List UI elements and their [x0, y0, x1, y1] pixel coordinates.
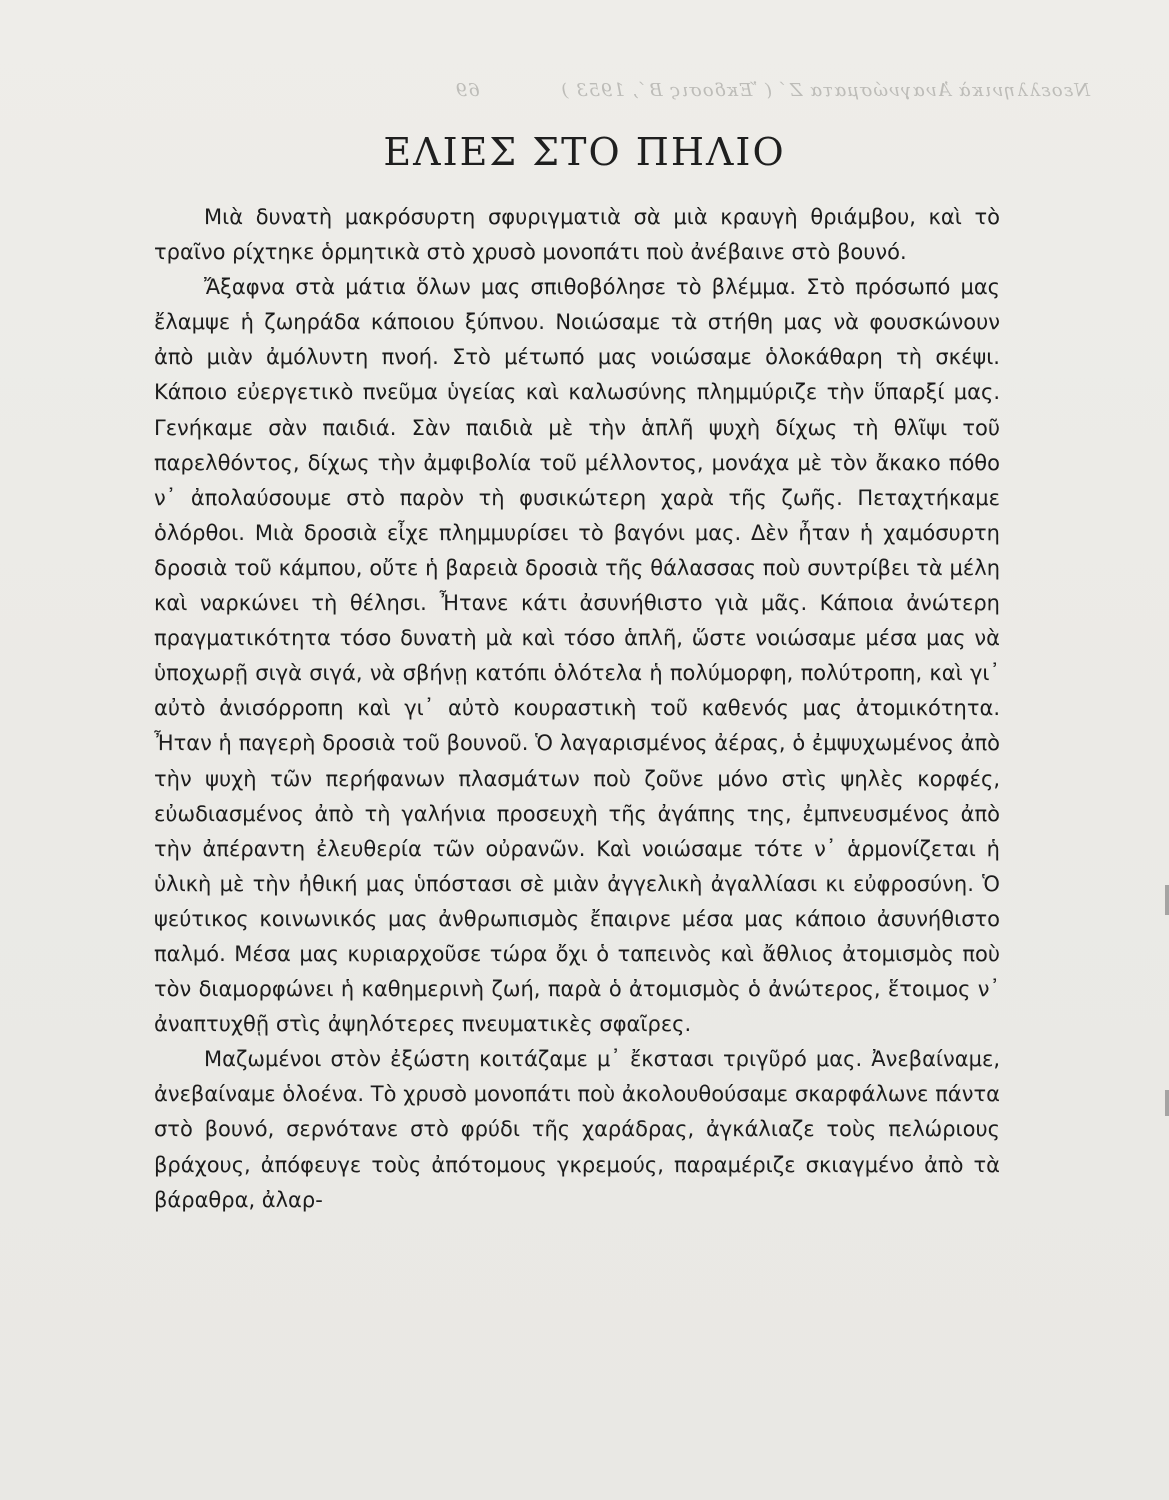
page-title: ΕΛΙΕΣ ΣΤΟ ΠΗΛΙΟ [383, 130, 786, 174]
paragraph-1: Μιὰ δυνατὴ μακρόσυρτη σφυριγματιὰ σὰ μιὰ κραυγὴ θριάμβου, καὶ τὸ τραῖνο ρίχτηκε ὁρμητικὰ στὸ χρυσὸ μονοπάτι ποὺ ἀνέβαινε στὸ βουνό. [154, 205, 1000, 265]
paragraph-3: Μαζωμένοι στὸν ἐξώστη κοιτάζαμε μ᾿ ἔκστασι τριγῦρό μας. Ἀνεβαίναμε, ἀνεβαίναμε ὁλοένα. Τὸ χρυσὸ μονοπάτι ποὺ ἀκολουθούσαμε σκαρφάλωνε πάντα στὸ βουνό, σερνότανε στὸ φρύδι τῆς χαράδρας, ἀγκάλιαζε τοὺς πελώριους βράχους, ἀπόφευγε τοὺς ἀπότομους γκρεμούς, παραμέριζε σκιαγμένο ἀπὸ τὰ βάραθρα, ἀλαρ- [154, 1047, 1000, 1212]
show-through-running-head: Νεοελληνικὰ Ἀναγνώσματα Ζ΄ ( Ἔκδοσις Β΄, 1953 ) 69 [454, 80, 1090, 101]
paragraph-2: Ἄξαφνα στὰ μάτια ὅλων μας σπιθοβόλησε τὸ βλέμμα. Στὸ πρόσωπό μας ἔλαμψε ἡ ζωηράδα κάποιου ξύπνου. Νοιώσαμε τὰ στήθη μας νὰ φουσκώνουν ἀπὸ μιὰν ἀμόλυντη πνοή. Στὸ μέτωπό μας νοιώσαμε ὁλοκάθαρη τὴ σκέψι. Κάποιο εὐεργετικὸ πνεῦμα ὑγείας καὶ καλωσύνης πλημμύριζε τὴν ὕπαρξί μας. Γενήκαμε σὰν παιδιά. Σὰν παιδιὰ μὲ τὴν ἁπλῆ ψυχὴ δίχως τὴ θλῖψι τοῦ παρελθόντος, δίχως τὴν ἀμφιβολία τοῦ μέλλοντος, μονάχα μὲ τὸν ἄκακο πόθο ν᾿ ἀπολαύσουμε στὸ παρὸν τὴ φυσικώτερη χαρὰ τῆς ζωῆς. Πεταχτήκαμε ὁλόρθοι. Μιὰ δροσιὰ εἶχε πλημμυρίσει τὸ βαγόνι μας. Δὲν ἦταν ἡ χαμόσυρτη δροσιὰ τοῦ κάμπου, οὔτε ἡ βαρειὰ δροσιὰ τῆς θάλασσας ποὺ συντρίβει τὰ μέλη καὶ ναρκώνει τὴ θέλησι. Ἦτανε κάτι ἀσυνήθιστο γιὰ μᾶς. Κάποια ἀνώτερη πραγματικότητα τόσο δυνατὴ μὰ καὶ τόσο ἁπλῆ, ὥστε νοιώσαμε μέσα μας νὰ ὑποχωρῇ σιγὰ σιγά, νὰ σβήνῃ κατόπι ὁλότελα ἡ πολύμορφη, πολύτροπη, καὶ γι᾿ αὐτὸ ἀνισόρροπη καὶ γι᾿ αὐτὸ κουραστικὴ τοῦ καθενός μας ἀτομικότητα. Ἦταν ἡ παγερὴ δροσιὰ τοῦ βουνοῦ. Ὁ λαγαρισμένος ἀέρας, ὁ ἐμψυχωμένος ἀπὸ τὴν ψυχὴ τῶν περήφανων πλασμάτων ποὺ ζοῦνε μόνο στὶς ψηλὲς κορφές, εὐωδιασμένος ἀπὸ τὴ γαλήνια προσευχὴ τῆς ἀγάπης της, ἐμπνευσμένος ἀπὸ τὴν ἀπέραντη ἐλευθερία τῶν οὐρανῶν. Καὶ νοιώσαμε τότε ν᾿ ἁρμονίζεται ἡ ὑλικὴ μὲ τὴν ἠθική μας ὑπόστασι σὲ μιὰν ἀγγελικὴ ἀγαλλίασι κι εὐφροσύνη. Ὁ ψεύτικος κοινωνικός μας ἀνθρωπισμὸς ἔπαιρνε μέσα μας κάποιο ἀσυνήθιστο παλμό. Μέσα μας κυριαρχοῦσε τώρα ὄχι ὁ ταπεινὸς καὶ ἄθλιος ἀτομισμὸς ποὺ τὸν διαμορφώνει ἡ καθημερινὴ ζωή, παρὰ ὁ ἀτομισμὸς ὁ ἀνώτερος, ἕτοιμος ν᾿ ἀναπτυχθῇ στὶς ἀψηλότερες πνευματικὲς σφαῖρες. [154, 275, 1000, 1037]
edge-mark [1165, 1090, 1169, 1116]
edge-mark [1165, 885, 1169, 915]
article-body [154, 200, 1000, 1218]
